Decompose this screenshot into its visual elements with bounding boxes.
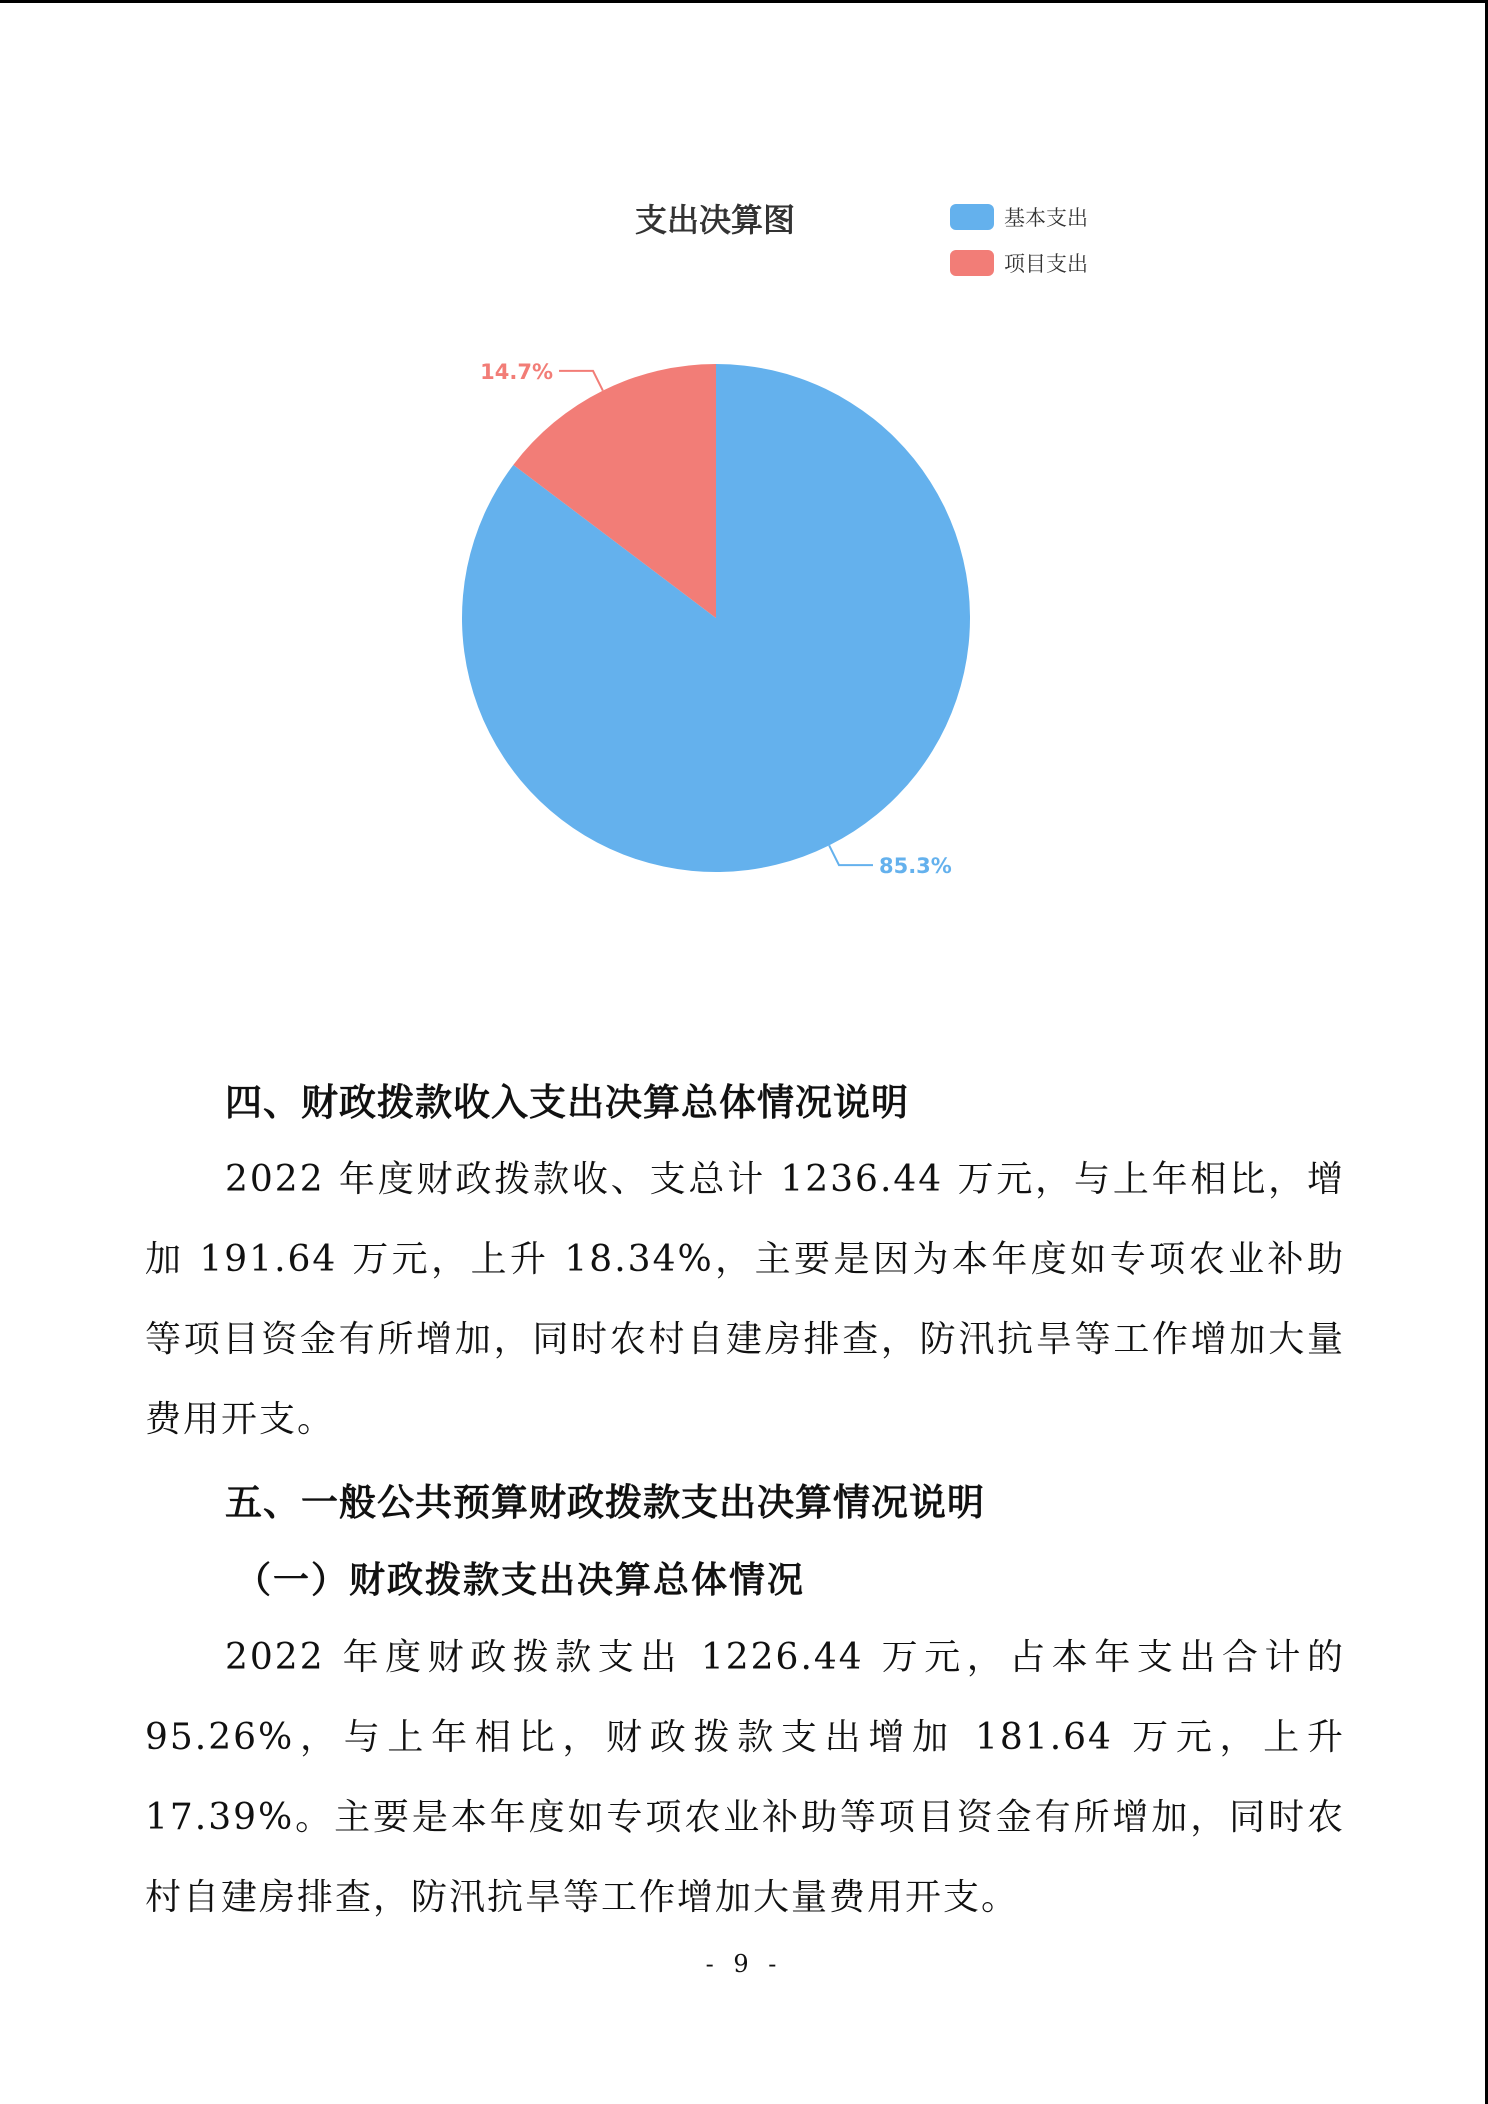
legend-label-project: 项目支出: [1004, 252, 1088, 276]
section4-heading: 四、财政拨款收入支出决算总体情况说明: [225, 1081, 909, 1124]
page-number: - 9 -: [705, 1950, 783, 1978]
legend-label-basic: 基本支出: [1004, 206, 1088, 230]
section5-heading: 五、一般公共预算财政拨款支出决算情况说明: [225, 1481, 985, 1524]
pie-leader-line-project: [559, 371, 603, 391]
pie-label-basic: 85.3%: [878, 854, 952, 879]
expenditure-pie-chart: [0, 0, 1488, 960]
pie-label-project: 14.7%: [480, 359, 554, 384]
section5-subheading: （一）财政拨款支出决算总体情况: [235, 1559, 806, 1601]
section4-paragraph: 2022 年度财政拨款收、支总计 1236.44 万元，与上年相比，增加 191.64 万元，上升 18.34%，主要是因为本年度如专项农业补助等项目资金有所增加，同时农村自建房排查，防汛抗旱等工作增加大量费用开支。: [145, 1159, 1345, 1440]
section5-paragraph: 2022 年度财政拨款支出 1226.44 万元，占本年支出合计的 95.26%，与上年相比，财政拨款支出增加 181.64 万元，上升 17.39%。主要是本年度如专项农业补助等项目资金有所增加，同时农村自建房排查，防汛抗旱等工作增加大量费用开支。: [145, 1637, 1345, 1918]
pie-svg: [0, 0, 1488, 960]
pie-leader-line-basic: [829, 845, 873, 865]
chart-title: 支出决算图: [634, 201, 795, 239]
